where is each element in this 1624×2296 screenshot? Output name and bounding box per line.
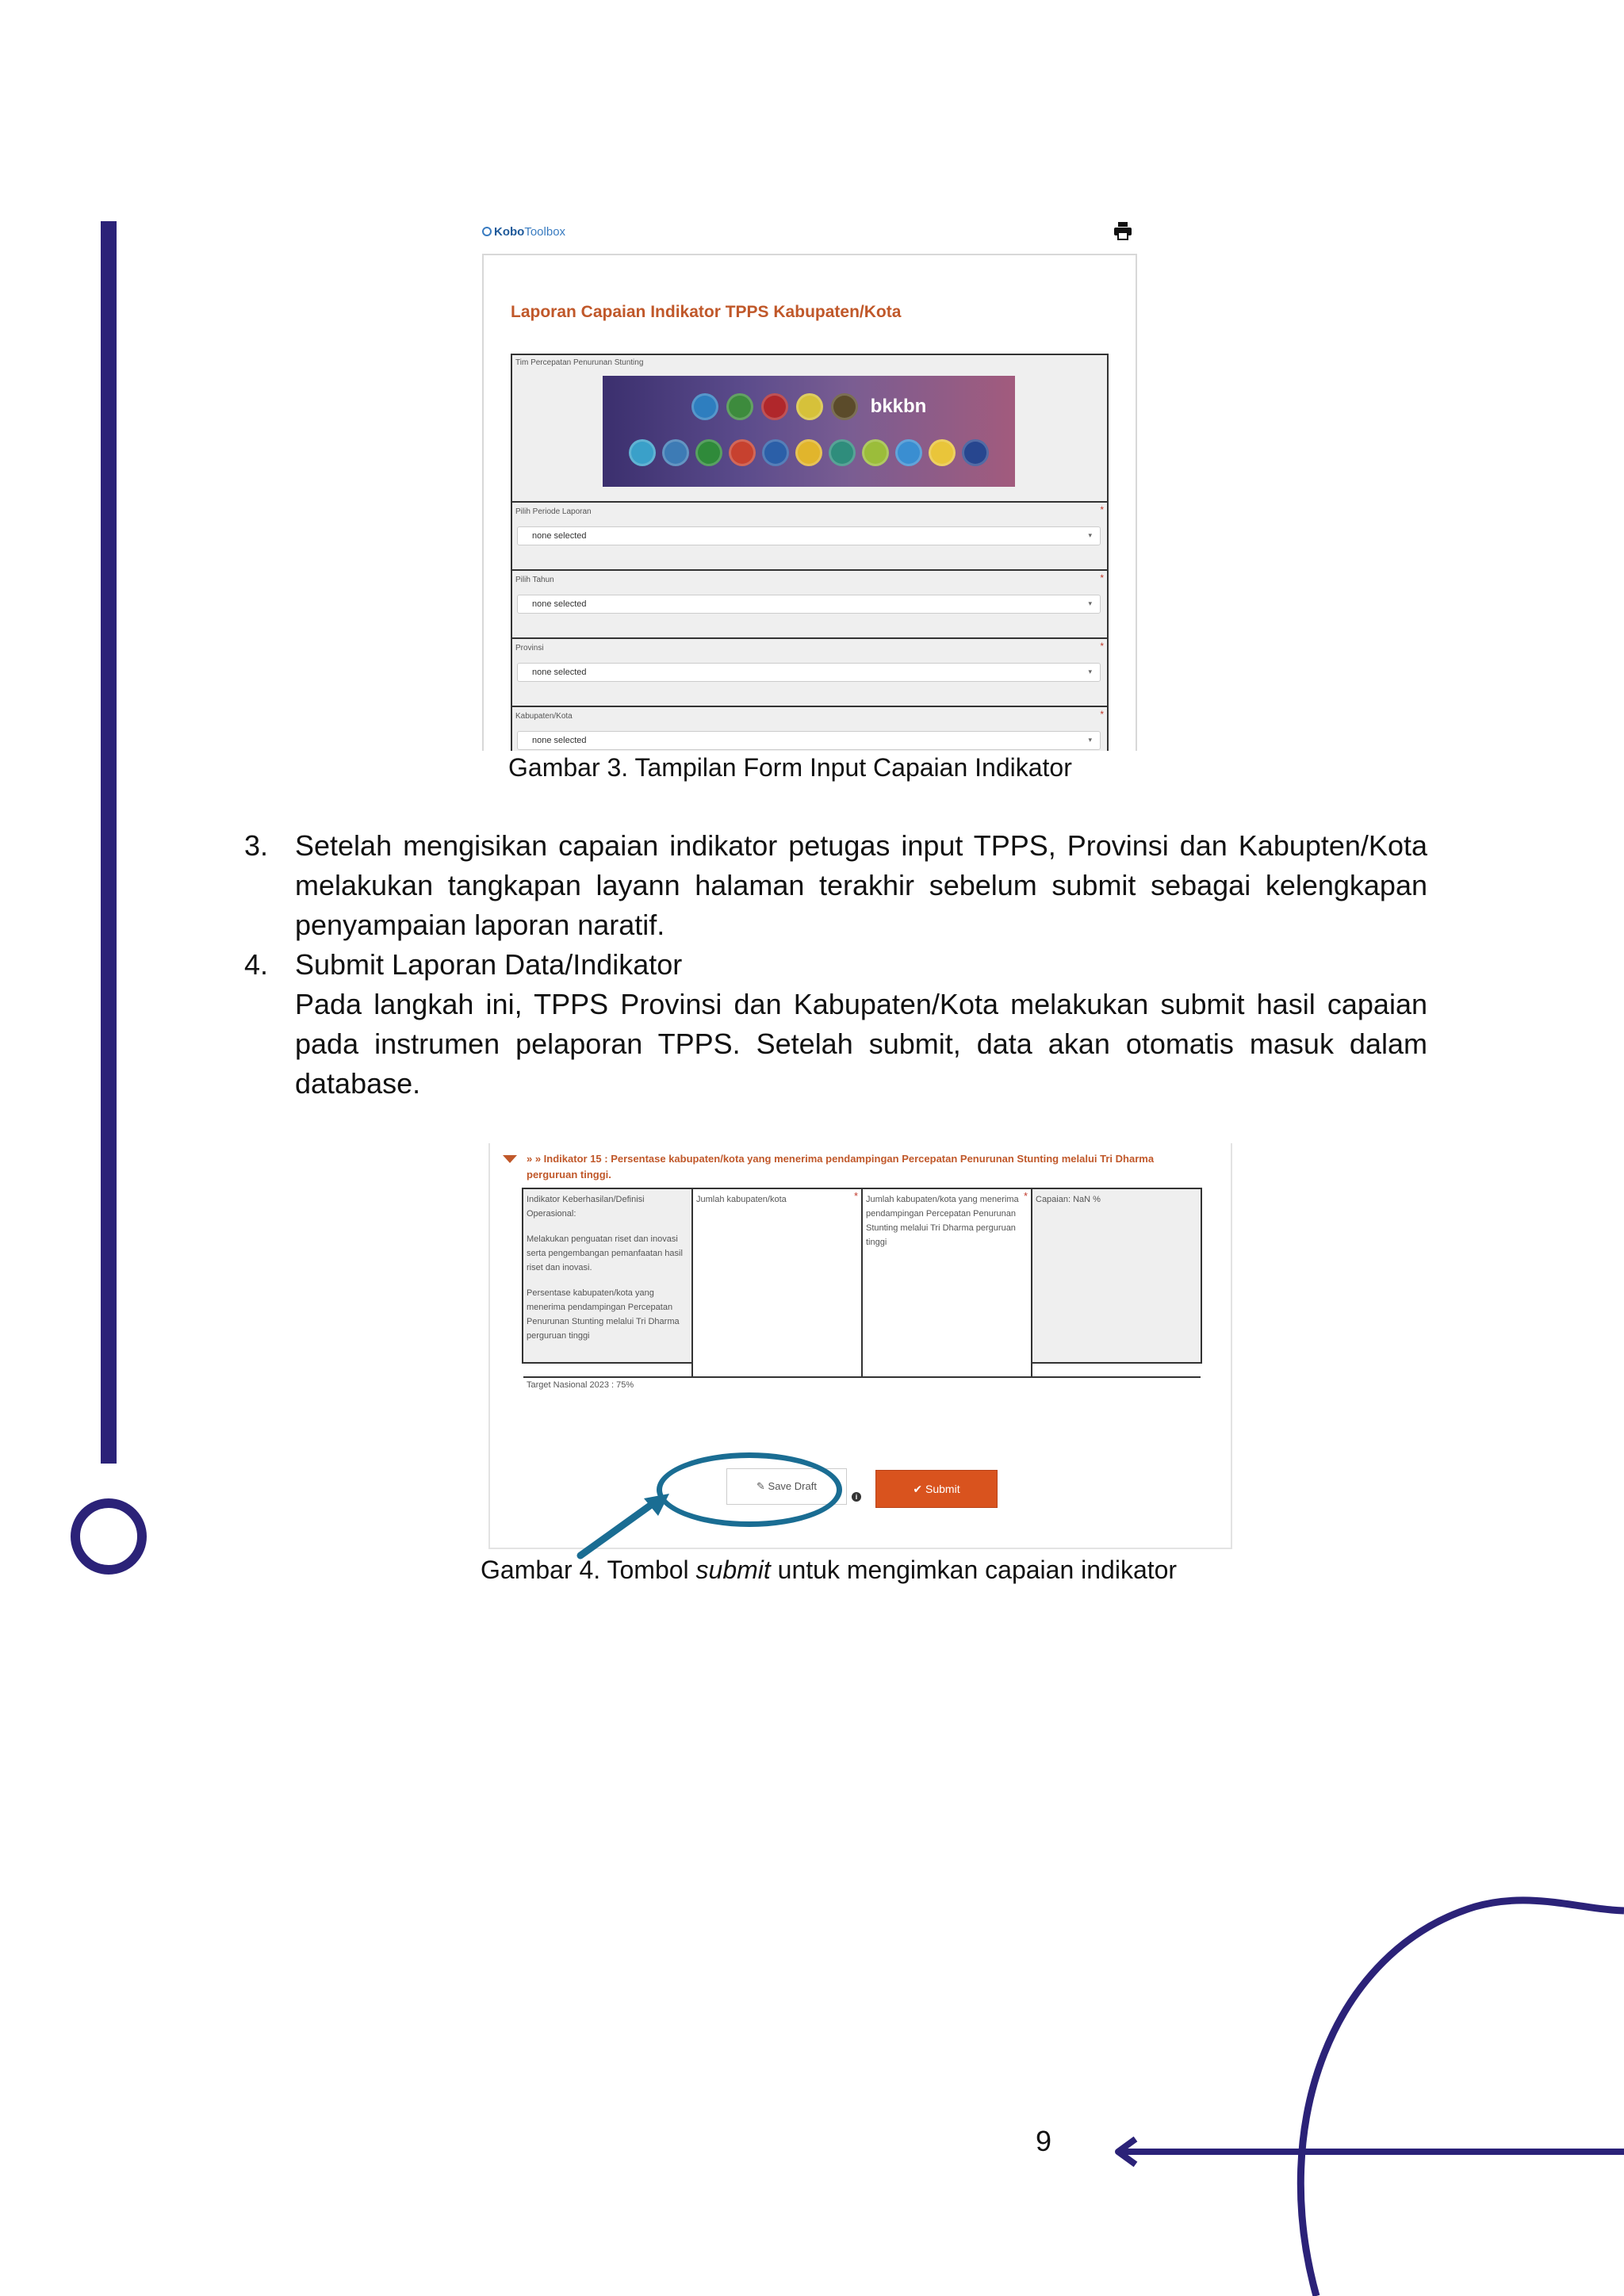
logo-icon [795,439,822,466]
required-mark: * [1100,504,1104,515]
logo-icon [695,439,722,466]
list-item-3 [244,826,1427,945]
highlight-ellipse [657,1452,842,1527]
decorative-vertical-bar [101,221,117,1464]
list-number: 3. [244,829,269,862]
form-title: Laporan Capaian Indikator TPPS Kabupaten/Kota [511,303,902,321]
field-kabupaten-kota [512,706,1107,751]
field-label: Pilih Periode Laporan [515,507,592,516]
list-item-4 [244,945,1427,1104]
select-tahun[interactable]: none selected ▾ [517,595,1101,614]
list-number: 4. [244,948,269,981]
field-label: Pilih Tahun [515,576,554,584]
submit-button[interactable]: ✔ Submit [875,1470,998,1508]
select-periode-laporan[interactable]: none selected ▾ [517,526,1101,545]
save-draft-button[interactable]: ✎ Save Draft [726,1468,847,1505]
list-title: Submit Laporan Data/Indikator [295,948,683,981]
logo-icon [762,439,789,466]
target-row: Target Nasional 2023 : 75% [523,1376,1201,1392]
caret-down-icon: ▾ [1088,599,1092,607]
list-text: Setelah mengisikan capaian indikator petugas input TPPS, Provinsi dan Kabupten/Kota melakukan tangkapan layann halaman terakhir sebelum submit sebagai kelengkapan penyampaian laporan naratif. [295,829,1427,941]
partner-logos-banner [603,376,1015,487]
logo-icon [862,439,889,466]
caret-down-icon: ▾ [1088,668,1092,675]
logo-icon [691,393,718,420]
caret-down-icon: ▾ [1088,531,1092,539]
list-text: Pada langkah ini, TPPS Provinsi dan Kabupaten/Kota melakukan submit hasil capaian pada instrumen pelaporan TPPS. Setelah submit, data akan otomatis masuk dalam database. [295,988,1427,1100]
input-jumlah-kabupaten[interactable]: Jumlah kabupaten/kota * [693,1189,863,1376]
input-jumlah-pendampingan[interactable]: Jumlah kabupaten/kota yang menerima pendampingan Percepatan Penurunan Stunting melalui Tri Dharma perguruan tinggi * [863,1189,1032,1376]
field-label: Kabupaten/Kota [515,712,573,721]
logo-icon [796,393,823,420]
logo-icon [831,393,858,420]
form-group [511,354,1109,751]
definition-cell: Indikator Keberhasilan/Definisi Operasional: Melakukan penguatan riset dan inovasi serta pengembangan pemanfaatan hasil riset dan inovasi. Persentase kabupaten/kota yang menerima pendampingan Percepatan Penurunan Stunting melalui Tri Dharma perguruan tinggi [523,1189,693,1376]
indicator-table [522,1188,1202,1390]
select-provinsi[interactable]: none selected ▾ [517,663,1101,682]
decorative-ring [71,1498,147,1575]
logo-icon [629,439,656,466]
logo-icon [726,393,753,420]
caret-down-icon: ▾ [1088,736,1092,744]
form-topbar [481,216,1139,255]
logo-icon [895,439,922,466]
figure-3-form-screenshot [481,216,1139,751]
page-number: 9 [1036,2125,1052,2157]
info-icon[interactable]: i [852,1492,861,1502]
required-mark: * [1023,1190,1028,1202]
field-tahun [512,569,1107,637]
field-provinsi [512,637,1107,706]
logo-icon [829,439,856,466]
logo-icon [729,439,756,466]
print-icon[interactable] [1113,220,1132,241]
instruction-list [244,826,1427,1104]
logo-icon [929,439,956,466]
required-mark: * [1100,709,1104,720]
logo-icon [662,439,689,466]
collapse-triangle-icon[interactable] [503,1155,517,1163]
select-kabupaten-kota[interactable]: none selected ▾ [517,731,1101,750]
required-mark: * [853,1190,858,1202]
figure-4-caption: Gambar 4. Tombol submit untuk mengimkan capaian indikator [481,1556,1178,1584]
field-periode-laporan [512,501,1107,569]
group-label: Tim Percepatan Penurunan Stunting [515,358,644,367]
field-label: Provinsi [515,644,544,652]
figure-3-caption: Gambar 3. Tampilan Form Input Capaian Indikator [508,753,1072,782]
kobotoolbox-logo: KoboToolbox [482,225,565,239]
figure-4-submit-screenshot [488,1143,1232,1549]
kobo-icon [482,227,492,236]
bkkbn-logo-text: bkkbn [870,396,927,417]
indicator-heading: » » Indikator 15 : Persentase kabupaten/kota yang menerima pendampingan Percepatan Penurunan Stunting melalui Tri Dharma perguruan tinggi. [503,1151,1201,1183]
capaian-cell: Capaian: NaN % [1036,1195,1101,1204]
logo-icon [962,439,989,466]
banner-logo-row-top [603,393,1015,420]
logo-icon [761,393,788,420]
form-card [482,254,1137,751]
required-mark: * [1100,641,1104,652]
banner-logo-row-bottom [603,439,1015,466]
required-mark: * [1100,572,1104,584]
